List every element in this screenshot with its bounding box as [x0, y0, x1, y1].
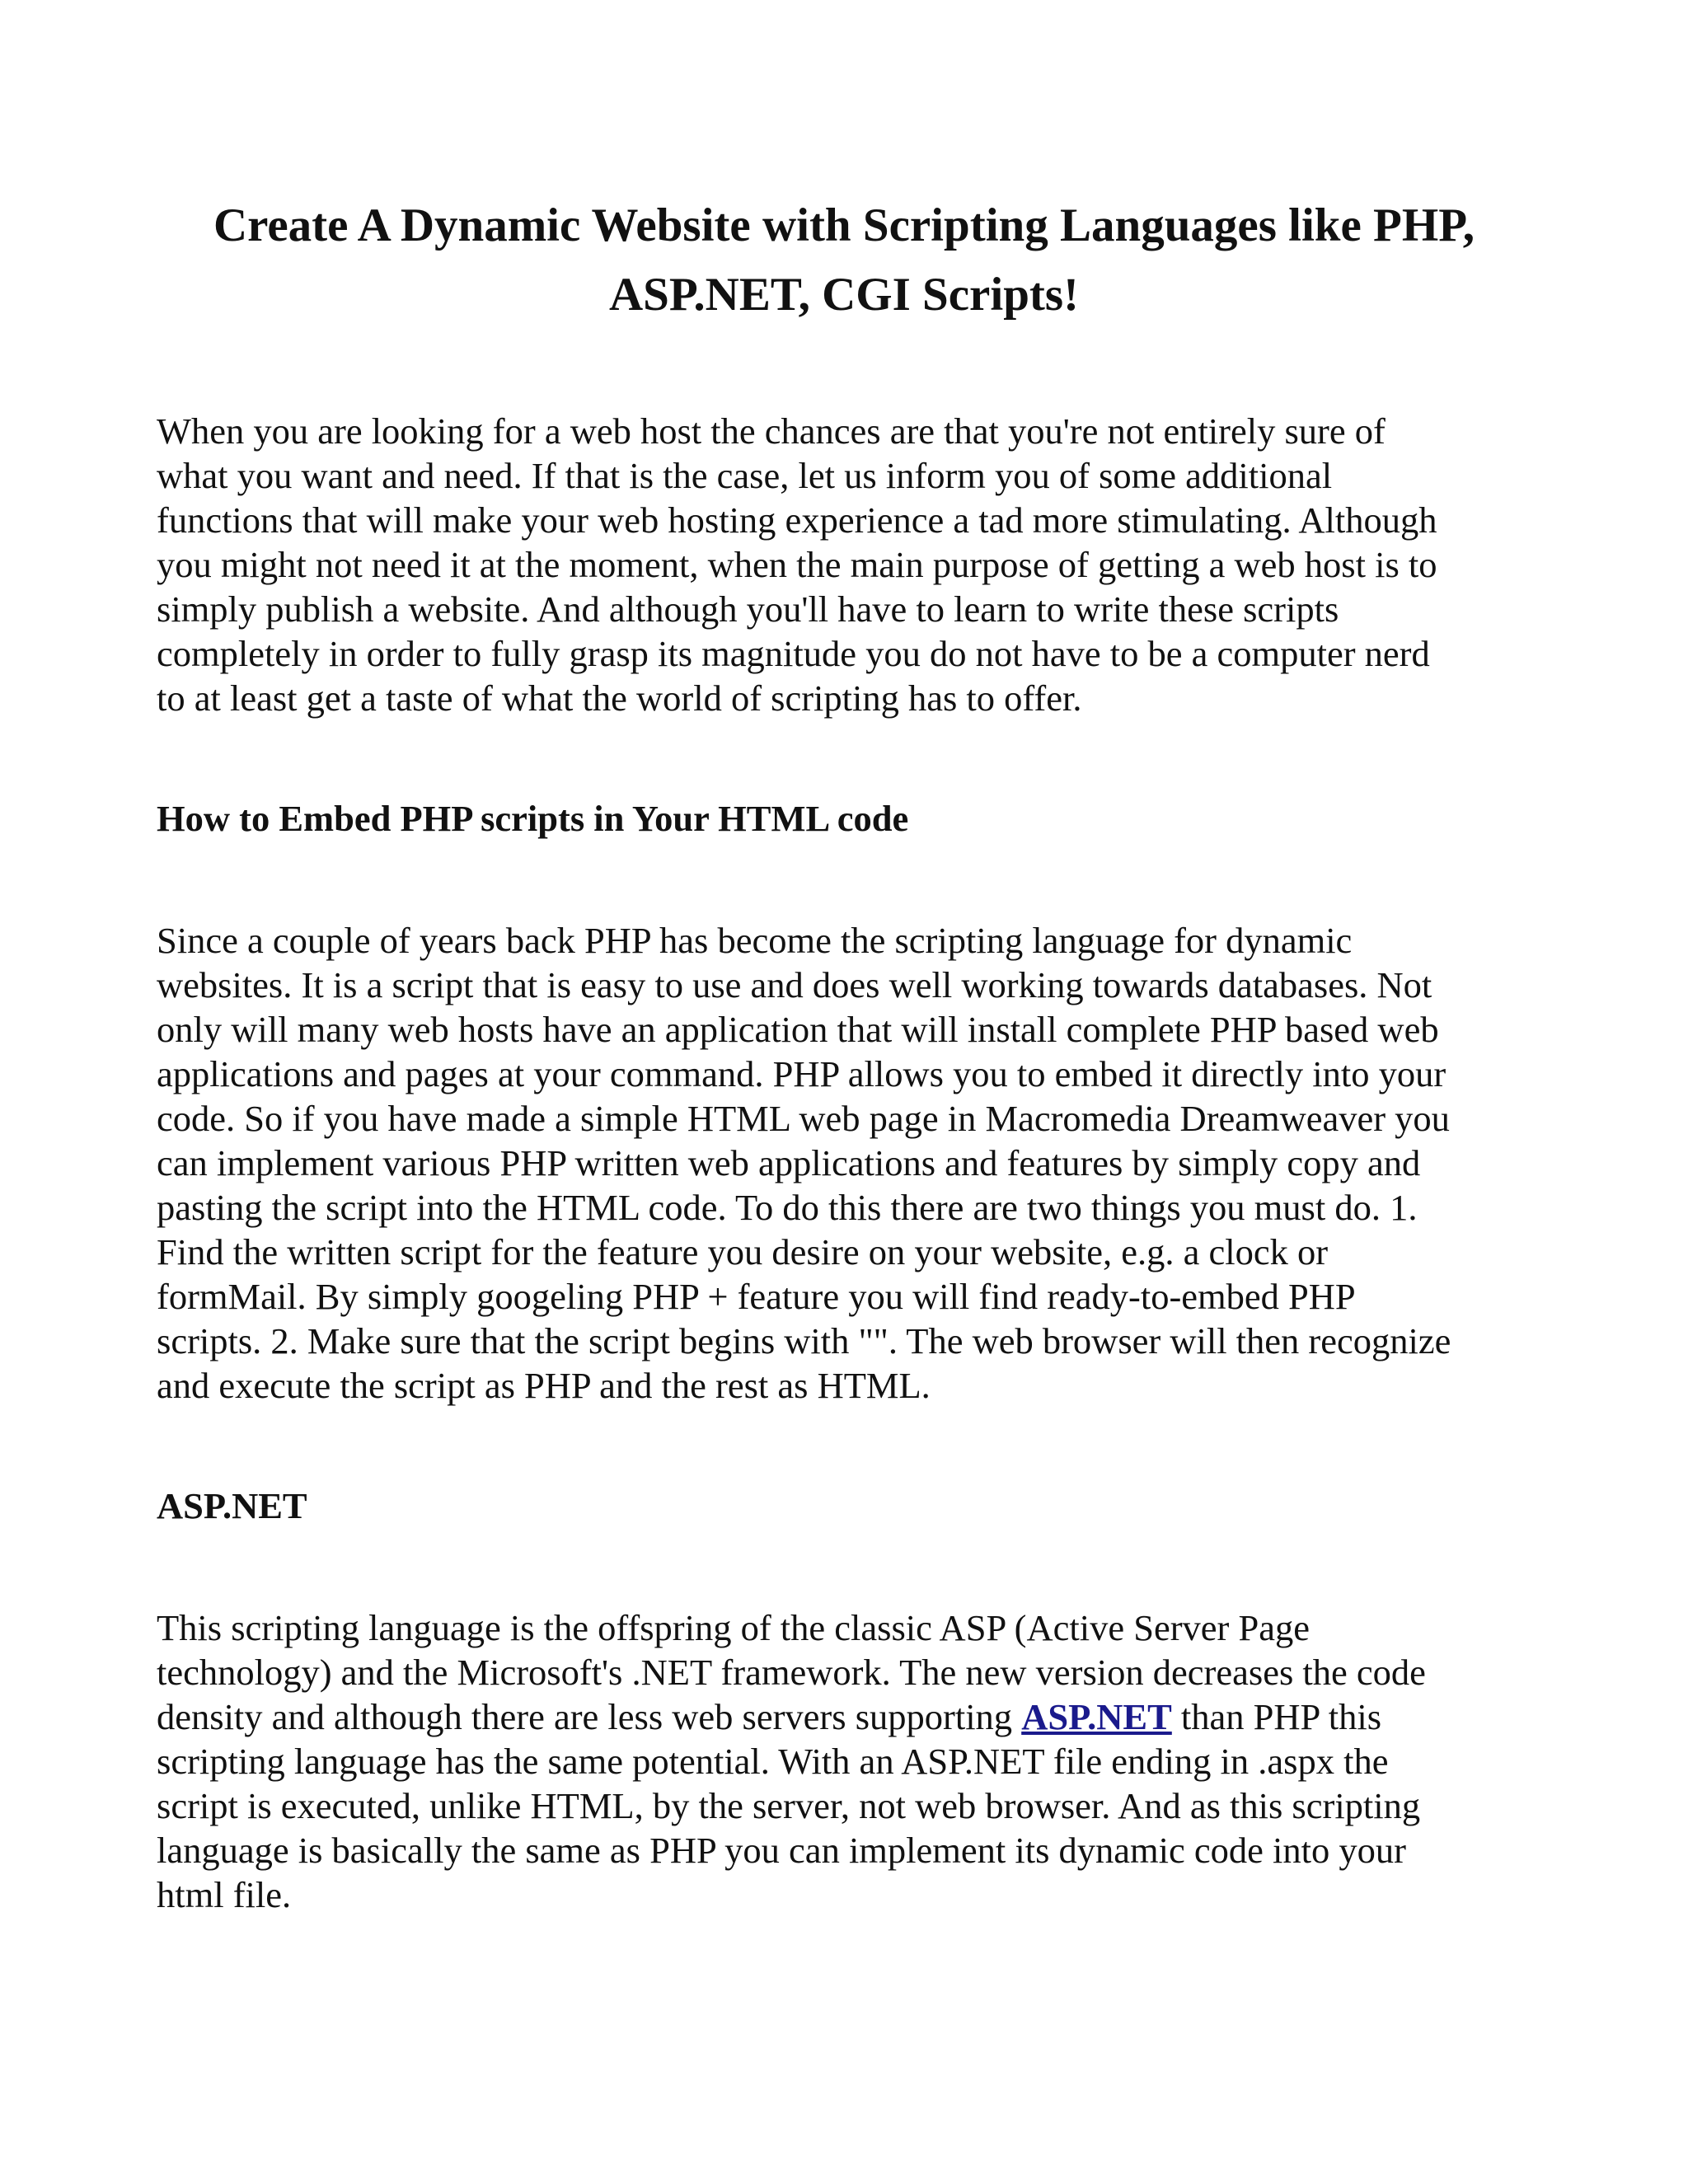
- section-heading-php: How to Embed PHP scripts in Your HTML code: [157, 798, 909, 839]
- php-paragraph: Since a couple of years back PHP has become the scripting language for dynamic websites. It is a script that is easy to use and does well working towards databases. Not only will many web hosts have an application that will install complete PHP based web applications and pages at your command. PHP allows you to embed it directly into your code. So if you have made a simple HTML web page in Macromedia Dreamweaver you can implement various PHP written web applications and features by simply copy and pasting the script into the HTML code. To do this there are two things you must do. 1. Find the written script for the feature you desire on your website, e.g. a clock or formMail. By simply googeling PHP + feature you will find ready-to-embed PHP scripts. 2. Make sure that the script begins with "". The web browser will then recognize and execute the script as PHP and the rest as HTML.: [157, 920, 1451, 1406]
- aspnet-paragraph: [157, 1605, 1541, 1917]
- page-title: Create A Dynamic Website with Scripting Languages like PHP, ASP.NET, CGI Scripts!: [213, 199, 1475, 321]
- section-heading-aspnet: ASP.NET: [157, 1485, 307, 1526]
- intro-paragraph: When you are looking for a web host the chances are that you're not entirely sure of what you want and need. If that is the case, let us inform you of some additional functions that will make your web hosting experience a tad more stimulating. Although you might not need it at the moment, when the main purpose of getting a web host is to simply publish a website. And although you'll have to learn to write these scripts completely in order to fully grasp its magnitude you do not have to be a computer nerd to at least get a taste of what the world of scripting has to offer.: [157, 410, 1437, 719]
- aspnet-text-after-link: than PHP this scripting language has the same potential. With an ASP.NET file ending in .aspx the script is executed, unlike HTML, by the server, not web browser. And as this scripting language is basically the same as PHP you can implement its dynamic code into your html file.: [157, 1696, 1421, 1915]
- aspnet-link[interactable]: ASP.NET: [1021, 1696, 1172, 1737]
- aspnet-text-before-link: This scripting language is the offspring of the classic ASP (Active Server Page technology) and the Microsoft's .NET framework. The new version decreases the code density and although there are less web servers supporting: [157, 1607, 1426, 1737]
